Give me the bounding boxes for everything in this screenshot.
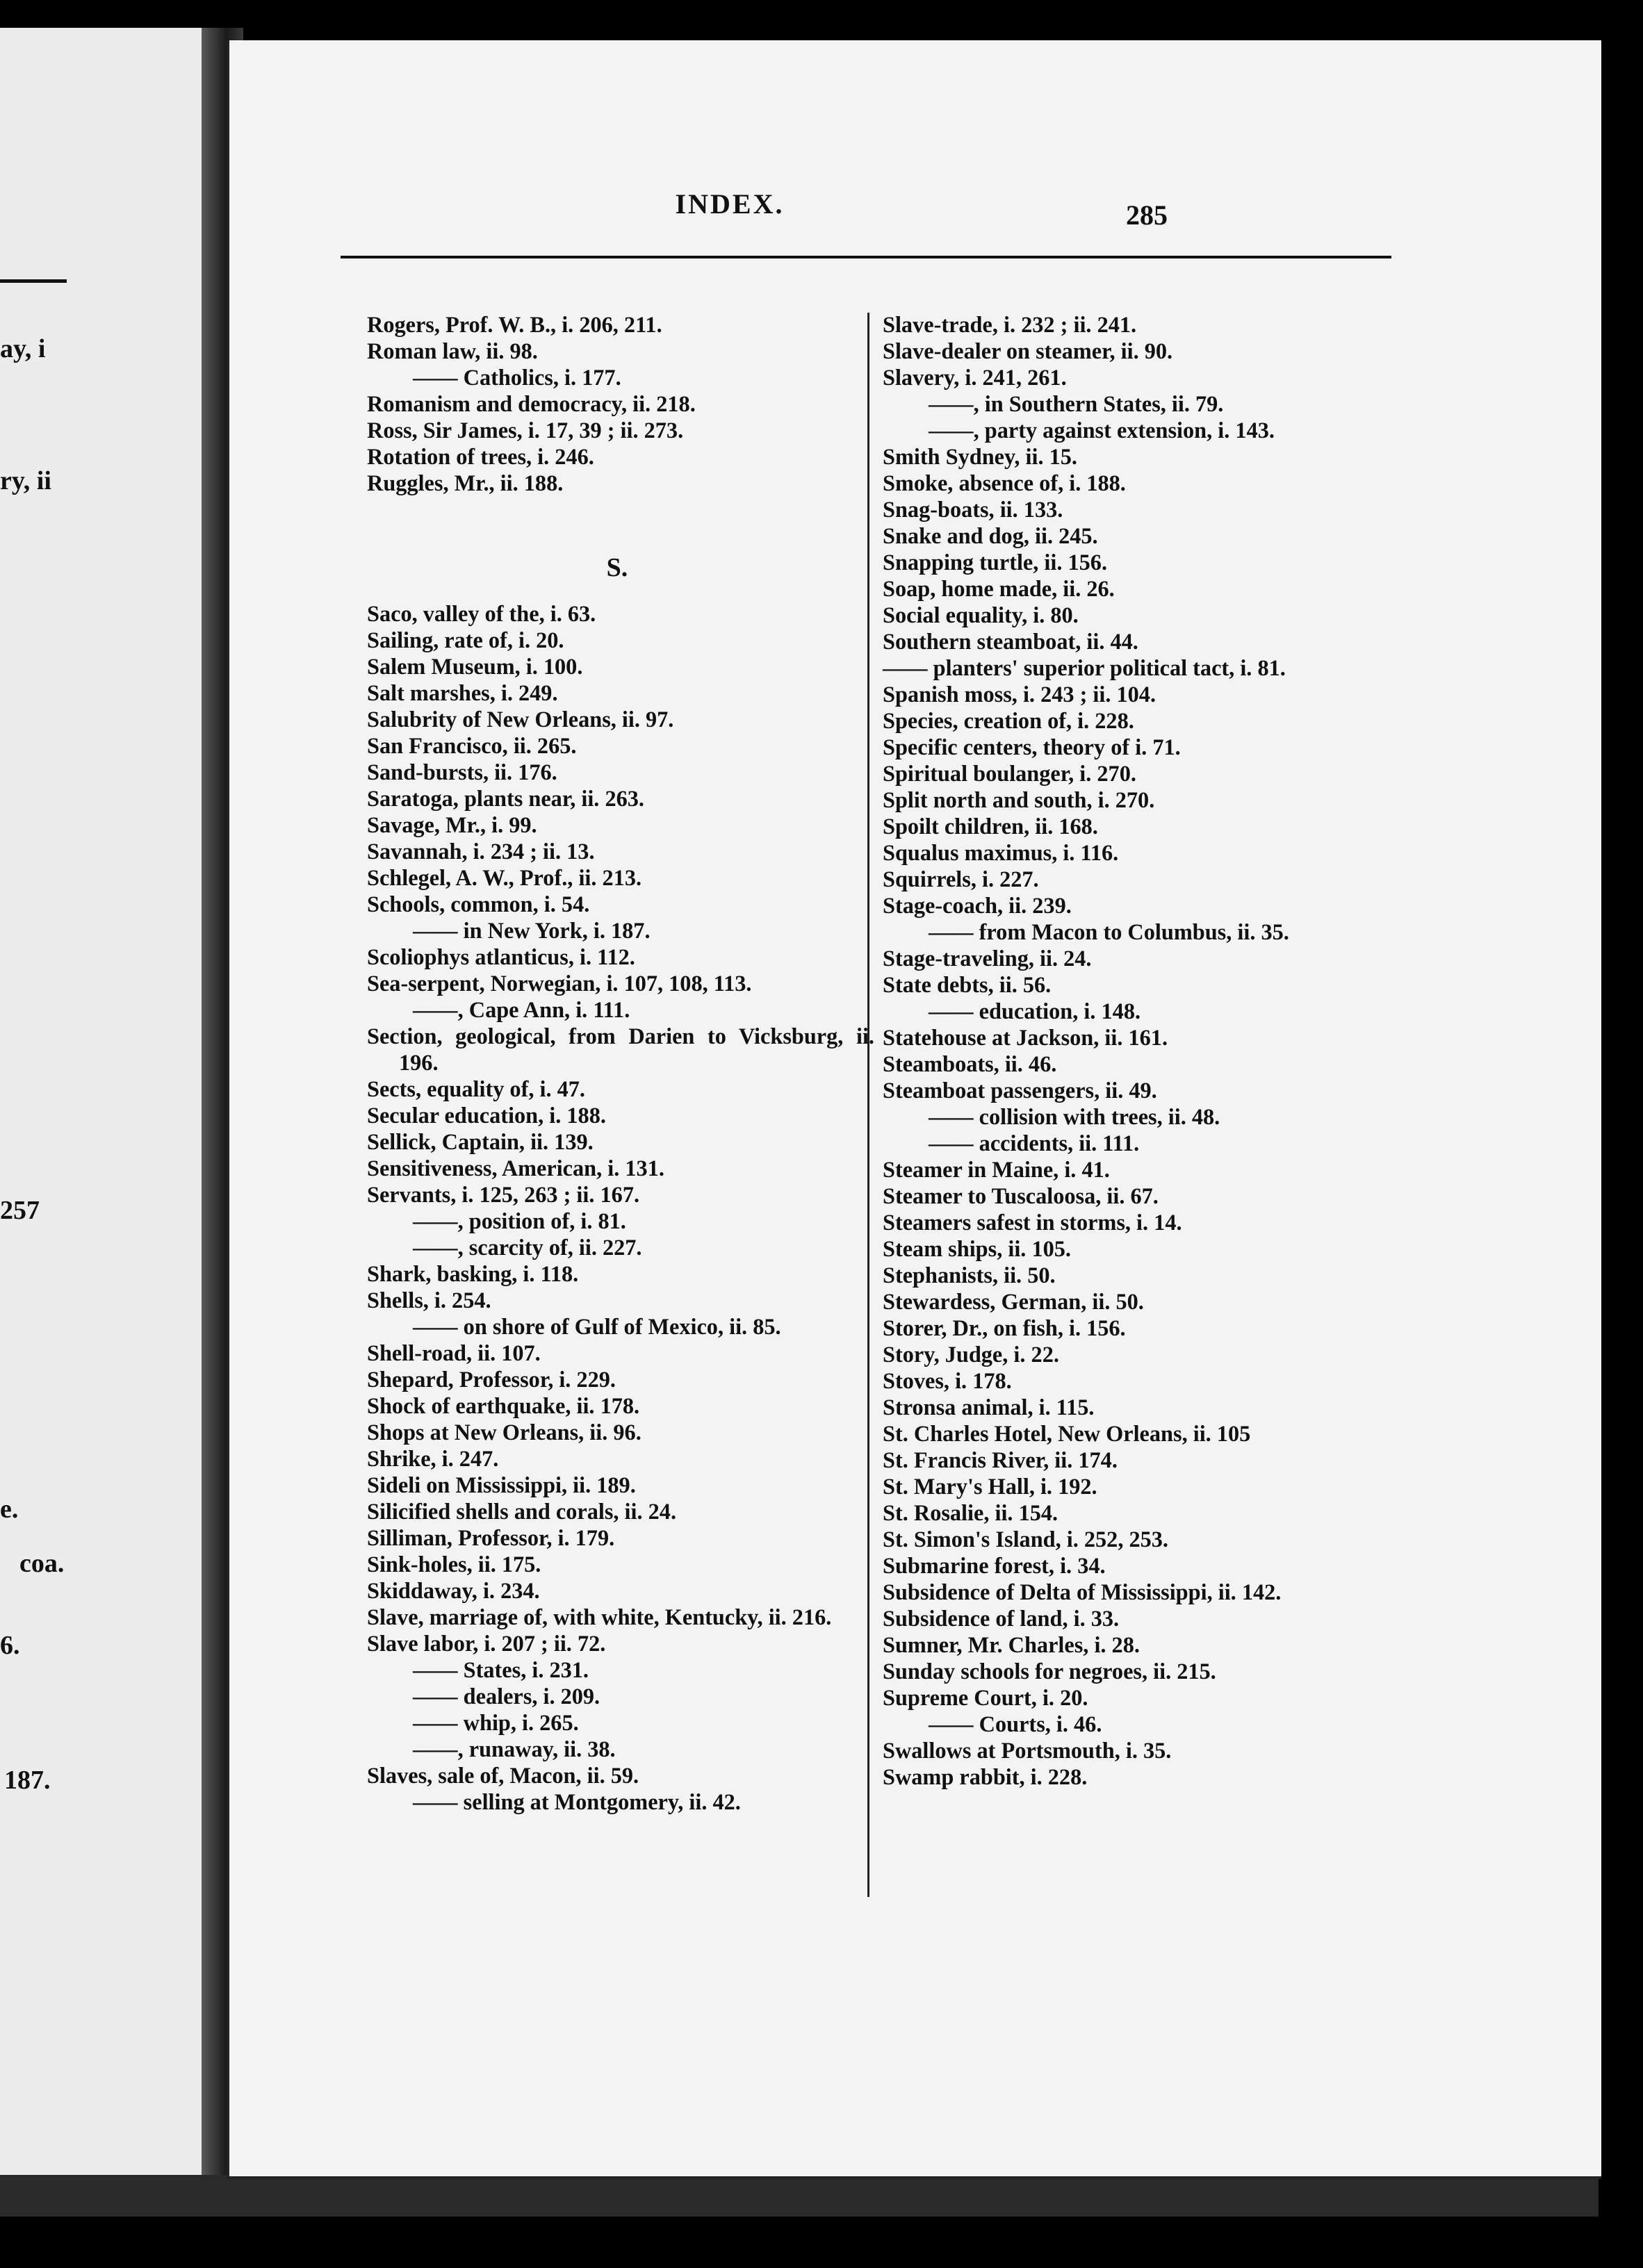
scan-border-top <box>0 0 1643 40</box>
index-entry: Salem Museum, i. 100. <box>367 654 583 679</box>
index-entry: —— planters' superior political tact, i. 81. <box>883 655 1286 680</box>
index-entry: Sects, equality of, i. 47. <box>367 1076 585 1101</box>
index-entry: Section, geological, from Darien to Vicksburg, ii. 196. <box>367 1024 874 1075</box>
index-entry: Statehouse at Jackson, ii. 161. <box>883 1025 1168 1050</box>
index-entry: Squirrels, i. 227. <box>883 866 1039 891</box>
index-entry: Sink-holes, ii. 175. <box>367 1552 541 1577</box>
index-subentry: ——, runaway, ii. 38. <box>413 1736 616 1761</box>
index-entry: Sellick, Captain, ii. 139. <box>367 1129 594 1154</box>
index-entry: Slaves, sale of, Macon, ii. 59. <box>367 1763 639 1788</box>
index-entry: Storer, Dr., on fish, i. 156. <box>883 1315 1126 1340</box>
index-entry: Sea-serpent, Norwegian, i. 107, 108, 113. <box>367 971 752 996</box>
entries-r <box>367 311 874 496</box>
index-column-left <box>367 311 874 1815</box>
index-entry: Salubrity of New Orleans, ii. 97. <box>367 707 674 732</box>
index-entry: Stoves, i. 178. <box>883 1368 1012 1393</box>
index-subentry: ——, party against extension, i. 143. <box>929 418 1275 443</box>
index-entry: Roman law, ii. 98. <box>367 338 538 363</box>
previous-page-fragment: e. <box>0 1495 19 1524</box>
index-entry: Savage, Mr., i. 99. <box>367 812 537 837</box>
index-subentry: ——, in Southern States, ii. 79. <box>929 391 1224 416</box>
previous-page-fragment: coa. <box>19 1549 65 1578</box>
index-entry: Silicified shells and corals, ii. 24. <box>367 1499 677 1524</box>
index-entry: Swamp rabbit, i. 228. <box>883 1764 1088 1789</box>
index-entry: Shark, basking, i. 118. <box>367 1261 579 1286</box>
index-entry: Slave labor, i. 207 ; ii. 72. <box>367 1631 606 1656</box>
index-entry: Sand-bursts, ii. 176. <box>367 759 557 784</box>
index-entry: Shell-road, ii. 107. <box>367 1340 541 1365</box>
index-entry: Spoilt children, ii. 168. <box>883 814 1098 839</box>
index-entry: Snag-boats, ii. 133. <box>883 497 1063 522</box>
index-entry: Steamboats, ii. 46. <box>883 1051 1057 1076</box>
index-entry: Social equality, i. 80. <box>883 602 1079 627</box>
previous-page-fragment: 257 <box>0 1196 40 1225</box>
index-entry: Stephanists, ii. 50. <box>883 1263 1056 1288</box>
index-entry: St. Francis River, ii. 174. <box>883 1447 1118 1472</box>
index-entry: Specific centers, theory of i. 71. <box>883 734 1181 759</box>
index-entry: Steam ships, ii. 105. <box>883 1236 1071 1261</box>
index-entry: Spiritual boulanger, i. 270. <box>883 761 1136 786</box>
index-entry: Swallows at Portsmouth, i. 35. <box>883 1738 1172 1763</box>
index-entry: Servants, i. 125, 263 ; ii. 167. <box>367 1182 640 1207</box>
index-subentry: —— collision with trees, ii. 48. <box>929 1104 1220 1129</box>
index-entry: Stage-traveling, ii. 24. <box>883 946 1092 971</box>
index-subentry: —— in New York, i. 187. <box>413 918 651 943</box>
index-entry: Saco, valley of the, i. 63. <box>367 601 596 626</box>
index-entry: Steamer in Maine, i. 41. <box>883 1157 1110 1182</box>
index-entry: Secular education, i. 188. <box>367 1103 606 1128</box>
index-entry: Silliman, Professor, i. 179. <box>367 1525 615 1550</box>
index-entry: San Francisco, ii. 265. <box>367 733 577 758</box>
index-entry: Split north and south, i. 270. <box>883 787 1155 812</box>
index-entry: Subsidence of Delta of Mississippi, ii. 142. <box>883 1579 1282 1604</box>
index-entry: Scoliophys atlanticus, i. 112. <box>367 944 635 969</box>
index-entry: Snake and dog, ii. 245. <box>883 523 1098 548</box>
index-column-right <box>883 311 1389 1790</box>
index-entry: Soap, home made, ii. 26. <box>883 576 1115 601</box>
index-entry: Stage-coach, ii. 239. <box>883 893 1072 918</box>
index-subentry: —— whip, i. 265. <box>413 1710 579 1735</box>
index-subentry: —— States, i. 231. <box>413 1657 589 1682</box>
previous-page-header-rule <box>0 279 67 283</box>
previous-page-fragment: ry, ii <box>0 466 51 495</box>
index-entry: Schlegel, A. W., Prof., ii. 213. <box>367 865 642 890</box>
index-entry: Saratoga, plants near, ii. 263. <box>367 786 644 811</box>
previous-page-edge <box>0 28 202 2175</box>
index-entry: Slavery, i. 241, 261. <box>883 365 1067 390</box>
index-entry: St. Charles Hotel, New Orleans, ii. 105 <box>883 1421 1251 1446</box>
entries-s-left <box>367 600 874 1815</box>
index-entry: St. Rosalie, ii. 154. <box>883 1500 1058 1525</box>
index-subentry: ——, scarcity of, ii. 227. <box>413 1235 642 1260</box>
index-entry: Ross, Sir James, i. 17, 39 ; ii. 273. <box>367 418 684 443</box>
index-entry: St. Simon's Island, i. 252, 253. <box>883 1527 1168 1552</box>
index-subentry: —— dealers, i. 209. <box>413 1684 600 1709</box>
index-subentry: —— selling at Montgomery, ii. 42. <box>413 1789 741 1814</box>
index-entry: Schools, common, i. 54. <box>367 891 590 917</box>
index-entry: Subsidence of land, i. 33. <box>883 1606 1120 1631</box>
index-subentry: ——, Cape Ann, i. 111. <box>413 997 630 1022</box>
index-entry: Steamers safest in storms, i. 14. <box>883 1210 1182 1235</box>
index-subentry: —— Catholics, i. 177. <box>413 365 621 390</box>
index-entry: Submarine forest, i. 34. <box>883 1553 1106 1578</box>
index-entry: Shrike, i. 247. <box>367 1446 499 1471</box>
index-entry: Slave, marriage of, with white, Kentucky, ii. 216. <box>367 1604 832 1629</box>
index-entry: Ruggles, Mr., ii. 188. <box>367 470 564 495</box>
index-entry: Slave-trade, i. 232 ; ii. 241. <box>883 312 1137 337</box>
index-entry: Shock of earthquake, ii. 178. <box>367 1393 640 1418</box>
index-entry: Story, Judge, i. 22. <box>883 1342 1059 1367</box>
index-entry: Steamer to Tuscaloosa, ii. 67. <box>883 1183 1159 1208</box>
index-entry: Sumner, Mr. Charles, i. 28. <box>883 1632 1140 1657</box>
previous-page-fragment: 187. <box>4 1766 51 1795</box>
index-entry: Rotation of trees, i. 246. <box>367 444 594 469</box>
index-entry: Shells, i. 254. <box>367 1288 491 1313</box>
page-number: 285 <box>1126 199 1168 231</box>
index-entry: Smoke, absence of, i. 188. <box>883 470 1126 495</box>
index-entry: Squalus maximus, i. 116. <box>883 840 1119 865</box>
index-entry: Skiddaway, i. 234. <box>367 1578 540 1603</box>
index-subentry: —— Courts, i. 46. <box>929 1711 1102 1736</box>
section-letter: S. <box>606 553 628 582</box>
index-entry: Sideli on Mississippi, ii. 189. <box>367 1472 636 1497</box>
index-entry: Species, creation of, i. 228. <box>883 708 1134 733</box>
index-entry: Savannah, i. 234 ; ii. 13. <box>367 839 595 864</box>
header-rule <box>341 256 1391 258</box>
index-subentry: —— accidents, ii. 111. <box>929 1131 1140 1156</box>
index-entry: Snapping turtle, ii. 156. <box>883 550 1108 575</box>
index-entry: St. Mary's Hall, i. 192. <box>883 1474 1097 1499</box>
index-subentry: —— education, i. 148. <box>929 999 1141 1024</box>
index-entry: Shops at New Orleans, ii. 96. <box>367 1420 641 1445</box>
entries-s-right <box>883 311 1389 1790</box>
index-entry: Salt marshes, i. 249. <box>367 680 558 705</box>
previous-page-fragment: 6. <box>0 1631 20 1660</box>
index-entry: Shepard, Professor, i. 229. <box>367 1367 616 1392</box>
index-entry: Spanish moss, i. 243 ; ii. 104. <box>883 682 1156 707</box>
index-entry: Rogers, Prof. W. B., i. 206, 211. <box>367 312 662 337</box>
scan-border-right <box>1599 0 1643 2268</box>
index-entry: Steamboat passengers, ii. 49. <box>883 1078 1157 1103</box>
index-subentry: —— from Macon to Columbus, ii. 35. <box>929 919 1289 944</box>
index-subentry: ——, position of, i. 81. <box>413 1208 626 1233</box>
index-entry: Sensitiveness, American, i. 131. <box>367 1156 664 1181</box>
index-entry: Smith Sydney, ii. 15. <box>883 444 1077 469</box>
index-entry: Slave-dealer on steamer, ii. 90. <box>883 338 1173 363</box>
index-entry: State debts, ii. 56. <box>883 972 1052 997</box>
index-entry: Sunday schools for negroes, ii. 215. <box>883 1659 1216 1684</box>
index-entry: Stronsa animal, i. 115. <box>883 1395 1095 1420</box>
index-entry: Sailing, rate of, i. 20. <box>367 627 564 652</box>
index-entry: Supreme Court, i. 20. <box>883 1685 1088 1710</box>
index-entry: Romanism and democracy, ii. 218. <box>367 391 696 416</box>
index-entry: Stewardess, German, ii. 50. <box>883 1289 1144 1314</box>
scan-border-bottom <box>0 2217 1643 2268</box>
previous-page-fragment: ay, i <box>0 334 46 363</box>
index-subentry: —— on shore of Gulf of Mexico, ii. 85. <box>413 1314 781 1339</box>
page-title: INDEX. <box>675 188 785 220</box>
index-entry: Southern steamboat, ii. 44. <box>883 629 1138 654</box>
